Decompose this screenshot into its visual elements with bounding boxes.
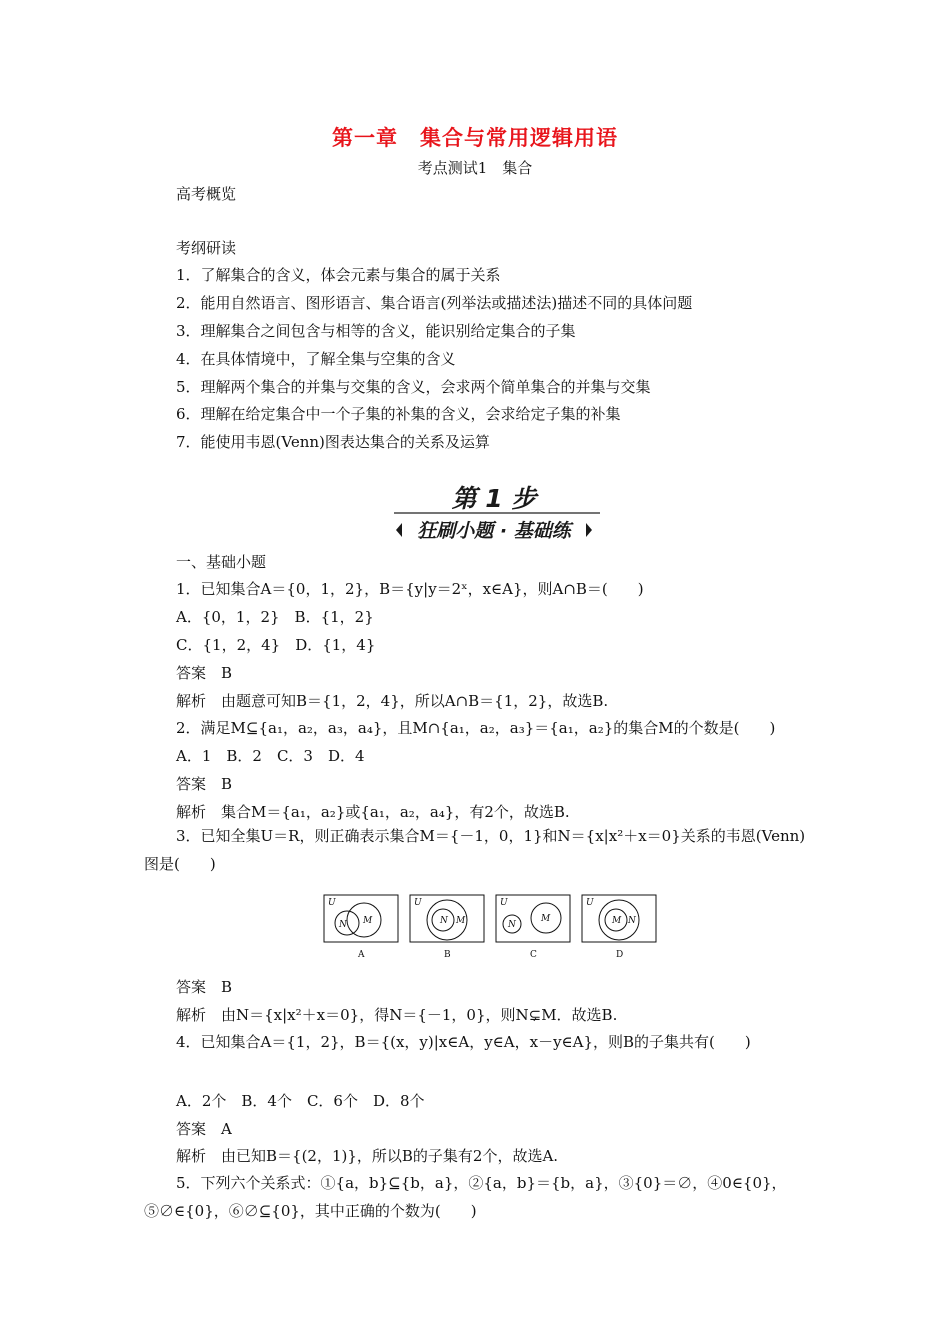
set-n-label: N <box>339 920 347 930</box>
question-4-stem: 4．已知集合A＝{1，2}，B＝{(x，y)|x∈A，y∈A，x－y∈A}，则B的子集共有( ) <box>176 1033 751 1051</box>
universal-set-label: U <box>586 898 594 908</box>
syllabus-item: 5．理解两个集合的并集与交集的含义，会求两个简单集合的并集与交集 <box>176 378 651 396</box>
question-2-stem: 2．满足M⊆{a₁，a₂，a₃，a₄}，且M∩{a₁，a₂，a₃}＝{a₁，a₂}的集合M的个数是( ) <box>176 719 776 737</box>
question-4-answer: 答案 A <box>176 1120 232 1138</box>
venn-option-label: A <box>358 950 365 960</box>
syllabus-item: 6．理解在给定集合中一个子集的补集的含义，会求给定子集的补集 <box>176 405 621 423</box>
set-n-label: N <box>628 916 636 926</box>
question-2-answer: 答案 B <box>176 775 233 793</box>
venn-diagram-options <box>322 893 662 963</box>
question-3-stem: 3．已知全集U＝R，则正确表示集合M＝{－1，0，1}和N＝{x|x²＋x＝0}关系的韦恩(Venn)图是( ) <box>144 827 806 873</box>
question-1-options: C．{1，2，4} D．{1，4} <box>176 636 376 654</box>
set-n-label: N <box>508 920 516 930</box>
set-m-label: M <box>363 916 373 926</box>
syllabus-item: 3．理解集合之间包含与相等的含义，能识别给定集合的子集 <box>176 322 576 340</box>
question-2-analysis: 解析 集合M＝{a₁，a₂}或{a₁，a₂，a₄}，有2个，故选B. <box>176 803 570 821</box>
step-banner <box>386 480 602 548</box>
question-4-analysis: 解析 由已知B＝{(2，1)}，所以B的子集有2个，故选A. <box>176 1147 559 1165</box>
question-1-answer: 答案 B <box>176 664 233 682</box>
venn-option-label: B <box>444 950 451 960</box>
set-n-label: N <box>440 916 448 926</box>
question-3-answer: 答案 B <box>176 978 233 996</box>
universal-set-label: U <box>500 898 508 908</box>
set-m-label: M <box>612 916 622 926</box>
chapter-title: 第一章 集合与常用逻辑用语 <box>332 125 618 150</box>
question-4-options: A．2个 B．4个 C．6个 D．8个 <box>176 1092 425 1110</box>
question-1-stem: 1．已知集合A＝{0，1，2}，B＝{y|y＝2ˣ，x∈A}，则A∩B＝( ) <box>176 580 644 598</box>
universal-set-label: U <box>414 898 422 908</box>
question-3-analysis: 解析 由N＝{x|x²＋x＝0}，得N＝{－1，0}，则N⊊M．故选B. <box>176 1006 618 1024</box>
venn-option-label: D <box>616 950 624 960</box>
step-title: 第 1 步 <box>451 484 537 513</box>
right-arrow-icon <box>586 523 592 537</box>
left-arrow-icon <box>396 523 402 537</box>
set-m-label: M <box>456 916 466 926</box>
set-m-label: M <box>541 914 551 924</box>
question-5-stem: 5．下列六个关系式：①{a，b}⊆{b，a}，②{a，b}＝{b，a}，③{0}＝∅，④0∈{0}，⑤∅∈{0}，⑥∅⊆{0}，其中正确的个数为( ) <box>144 1174 787 1220</box>
venn-option-c <box>496 895 570 960</box>
question-1-analysis: 解析 由题意可知B＝{1，2，4}，所以A∩B＝{1，2}，故选B. <box>176 692 609 710</box>
venn-option-a <box>324 895 398 960</box>
venn-option-label: C <box>530 950 537 960</box>
universal-set-label: U <box>328 898 336 908</box>
question-1-options: A．{0，1，2} B．{1，2} <box>176 608 374 626</box>
venn-option-b <box>410 895 484 960</box>
syllabus-item: 2．能用自然语言、图形语言、集合语言(列举法或描述法)描述不同的具体问题 <box>176 294 693 312</box>
syllabus-item: 7．能使用韦恩(Venn)图表达集合的关系及运算 <box>176 433 490 451</box>
syllabus-heading: 考纲研读 <box>176 239 237 257</box>
step-subtitle: 狂刷小题 · 基础练 <box>417 520 571 542</box>
venn-option-d <box>582 895 656 960</box>
syllabus-item: 4．在具体情境中，了解全集与空集的含义 <box>176 350 456 368</box>
part-heading: 一、基础小题 <box>176 553 267 571</box>
overview-heading: 高考概览 <box>176 185 237 203</box>
syllabus-item: 1．了解集合的含义，体会元素与集合的属于关系 <box>176 266 501 284</box>
section-title: 考点测试1 集合 <box>417 159 533 177</box>
question-2-options: A．1 B．2 C．3 D．4 <box>176 747 365 765</box>
